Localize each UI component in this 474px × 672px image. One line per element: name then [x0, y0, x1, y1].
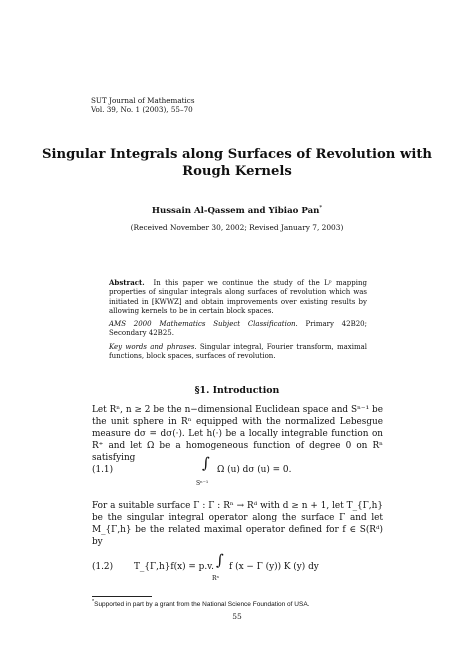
authors	[40, 205, 434, 216]
equation-number: (1.1)	[92, 465, 114, 475]
footnote-rule	[92, 596, 152, 597]
integral-domain: Sⁿ⁻¹	[196, 480, 209, 487]
intro-paragraph-1: Let Rⁿ, n ≥ 2 be the n−dimensional Euclidean space and Sⁿ⁻¹ be the unit sphere in Rⁿ equipped with the normalized Lebesgue measure dσ = dσ(·). Let h(·) be a locally integrable function on R⁺ and let Ω be a homogeneous function of degree 0 on Rⁿ satisfying	[92, 405, 383, 463]
msc-label: AMS 2000 Mathematics Subject Classification.	[109, 320, 298, 329]
journal-header	[91, 96, 195, 114]
keywords-paragraph	[109, 343, 367, 362]
journal-name: SUT Journal of Mathematics	[91, 96, 195, 105]
equation-body: Ω (u) dσ (u) = 0.	[217, 465, 292, 475]
equation-body: f (x − Γ (y)) K (y) dy	[229, 562, 319, 572]
footnote	[92, 599, 383, 608]
abstract-paragraph	[109, 278, 367, 316]
title-line-2: Rough Kernels	[182, 164, 292, 179]
abstract-block	[109, 278, 367, 365]
keywords-label: Key words and phrases.	[109, 342, 197, 351]
integral-sign-icon: ∫	[202, 454, 210, 472]
equation-1-2	[92, 551, 383, 588]
section-heading: §1. Introduction	[194, 385, 280, 396]
author-names: Hussain Al-Qassem and Yibiao Pan	[151, 205, 320, 216]
msc-paragraph	[109, 320, 367, 339]
page-number: 55	[232, 612, 242, 621]
equation-1-1	[92, 456, 383, 492]
journal-volume: Vol. 39, No. 1 (2003), 55–70	[91, 105, 193, 114]
author-footnote-mark: *	[319, 205, 323, 211]
intro-paragraph-2: For a suitable surface Γ : Γ : Rⁿ → Rᵈ with d ≥ n + 1, let T_{Γ,h} be the singular integral operator along the surface Γ and let M_{Γ,h} be the related maximal operator defined for f ∈ S(Rᵈ) by	[92, 501, 383, 547]
msc-text: Primary 42B20; Secondary 42B25.	[109, 320, 367, 338]
equation-number: (1.2)	[92, 562, 114, 572]
footnote-text: Supported in part by a grant from the National Science Foundation of USA.	[94, 601, 310, 609]
title-line-1: Singular Integrals along Surfaces of Revolution with	[41, 147, 433, 162]
keywords-text: Singular integral, Fourier transform, maximal functions, block spaces, surfaces of revolution.	[109, 342, 367, 361]
integral-sign-icon: ∫	[216, 551, 224, 569]
abstract-text: In this paper we continue the study of the Lᵖ mapping properties of singular integrals along surfaces of revolution which was initiated in [KWWZ] and obtain improvements over existing results by allowing kernels to be in certain block spaces.	[109, 279, 367, 315]
footnote-mark: *	[92, 599, 95, 605]
abstract-label: Abstract.	[109, 278, 145, 287]
received-dates: (Received November 30, 2002; Revised January 7, 2003)	[130, 223, 344, 232]
equation-lhs: T_{Γ,h}f(x) = p.v.	[134, 562, 214, 572]
paper-title	[40, 146, 434, 180]
integral-domain: Rⁿ	[212, 575, 220, 582]
